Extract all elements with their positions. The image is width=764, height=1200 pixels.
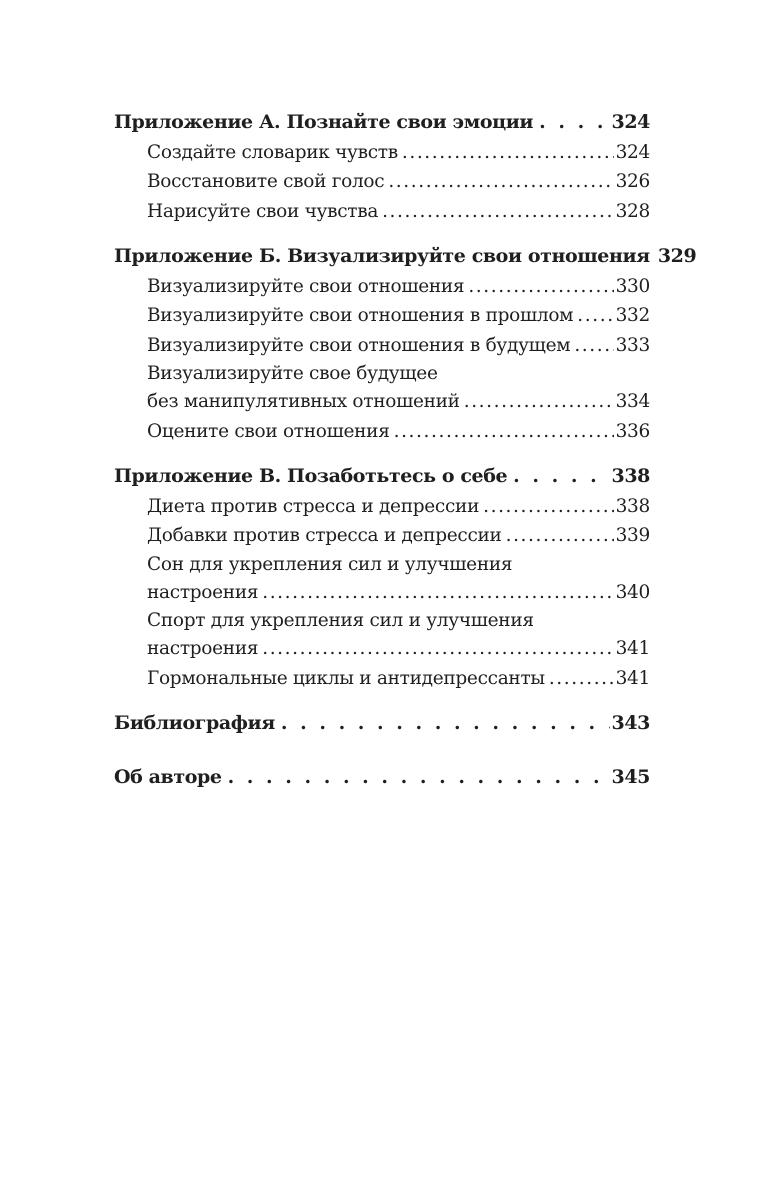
- dot-leader: [506, 521, 614, 551]
- toc-section-appendix-c: [114, 462, 650, 693]
- toc-page-number: 340: [615, 581, 650, 603]
- toc-entry[interactable]: [147, 167, 650, 197]
- toc-page-number: 324: [611, 111, 650, 133]
- toc-page-number: 341: [615, 667, 650, 689]
- toc-heading[interactable]: [114, 108, 650, 138]
- toc-page-number: 341: [615, 638, 650, 659]
- toc-entry-title-line1: Визуализируйте свое будущее: [147, 363, 438, 384]
- dot-leader: [262, 578, 613, 608]
- toc-entry-list: [147, 492, 650, 694]
- toc-entry-title: Гормональные циклы и антидепрессанты: [147, 667, 545, 689]
- toc-entry-title: без манипулятивных отношений: [147, 391, 460, 412]
- toc-entry-title: Создайте словарик чувств: [147, 141, 398, 163]
- toc-entry-title: Восстановите свой голос: [147, 171, 385, 192]
- toc-page-number: 345: [611, 765, 650, 788]
- toc-entry-title-line1: Сон для укрепления сил и улучшения: [147, 553, 513, 575]
- dot-leader: [228, 763, 610, 793]
- toc-section-bibliography: [114, 709, 650, 739]
- toc-page-number: 326: [615, 171, 650, 192]
- toc-section-about-author: [114, 763, 650, 793]
- toc-entry-title: Добавки против стресса и депрессии: [147, 525, 502, 546]
- toc-entry[interactable]: [147, 417, 650, 447]
- toc-entry-title-line1: Спорт для укрепления сил и улучшения: [147, 610, 534, 631]
- toc-heading-title: Библиография: [114, 712, 275, 734]
- dot-leader: [382, 197, 614, 227]
- dot-leader: [468, 272, 613, 302]
- dot-leader: [549, 664, 614, 694]
- toc-page-number: 334: [615, 391, 650, 412]
- toc-page-number: 332: [615, 305, 650, 326]
- toc-entry-title: Нарисуйте свои чувства: [147, 200, 379, 222]
- toc-entry[interactable]: [147, 197, 650, 227]
- dot-leader: [574, 331, 613, 361]
- dot-leader: [539, 108, 609, 138]
- toc-page-number: 339: [615, 525, 650, 546]
- toc-heading-title: Приложение В. Позаботьтесь о себе: [114, 465, 508, 487]
- dot-leader: [262, 634, 613, 664]
- dot-leader: [394, 417, 614, 447]
- toc-entry-title: Оцените свои отношения: [147, 420, 390, 442]
- dot-leader: [388, 167, 613, 197]
- toc-page-number: 343: [611, 712, 650, 734]
- toc-section-appendix-b: [114, 242, 697, 446]
- toc-entry[interactable]: [147, 301, 650, 331]
- toc-section-appendix-a: [114, 108, 650, 226]
- table-of-contents: [114, 108, 697, 816]
- toc-page-number: 338: [611, 465, 650, 487]
- toc-entry-title: Диета против стресса и депрессии: [147, 495, 480, 517]
- toc-entry-title: Визуализируйте свои отношения в будущем: [147, 334, 571, 356]
- dot-leader: [577, 301, 613, 331]
- dot-leader: [464, 387, 614, 417]
- toc-entry-title: настроения: [147, 581, 259, 603]
- toc-entry-title: Визуализируйте свои отношения в прошлом: [147, 305, 574, 326]
- toc-heading[interactable]: [114, 709, 650, 739]
- toc-heading-title: Приложение А. Познайте свои эмоции: [114, 111, 534, 133]
- toc-entry-list: [147, 272, 650, 447]
- dot-leader: [281, 709, 610, 739]
- toc-page-number: 338: [615, 495, 650, 517]
- toc-entry[interactable]: [147, 492, 650, 522]
- toc-entry-title: Визуализируйте свои отношения: [147, 275, 465, 297]
- toc-entry[interactable]: [147, 607, 650, 664]
- toc-page-number: 329: [657, 245, 697, 267]
- toc-entry[interactable]: [147, 360, 650, 417]
- dot-leader: [402, 138, 614, 168]
- toc-page-number: 324: [615, 141, 650, 163]
- toc-entry[interactable]: [147, 551, 650, 608]
- toc-entry[interactable]: [147, 521, 650, 551]
- toc-entry[interactable]: [147, 272, 650, 302]
- toc-entry[interactable]: [147, 138, 650, 168]
- toc-heading[interactable]: [114, 242, 697, 272]
- toc-entry[interactable]: [147, 331, 650, 361]
- toc-page-number: 333: [615, 334, 650, 356]
- toc-page-number: 336: [615, 420, 650, 442]
- dot-leader: [483, 492, 613, 522]
- toc-entry[interactable]: [147, 664, 650, 694]
- toc-entry-title: настроения: [147, 638, 259, 659]
- toc-heading[interactable]: [114, 763, 650, 793]
- dot-leader: [513, 462, 609, 492]
- toc-page-number: 328: [615, 200, 650, 222]
- toc-heading-title: Об авторе: [114, 765, 222, 788]
- toc-heading-title: Приложение Б. Визуализируйте свои отношения: [114, 245, 650, 267]
- toc-heading[interactable]: [114, 462, 650, 492]
- toc-page-number: 330: [615, 275, 650, 297]
- toc-entry-list: [147, 138, 650, 227]
